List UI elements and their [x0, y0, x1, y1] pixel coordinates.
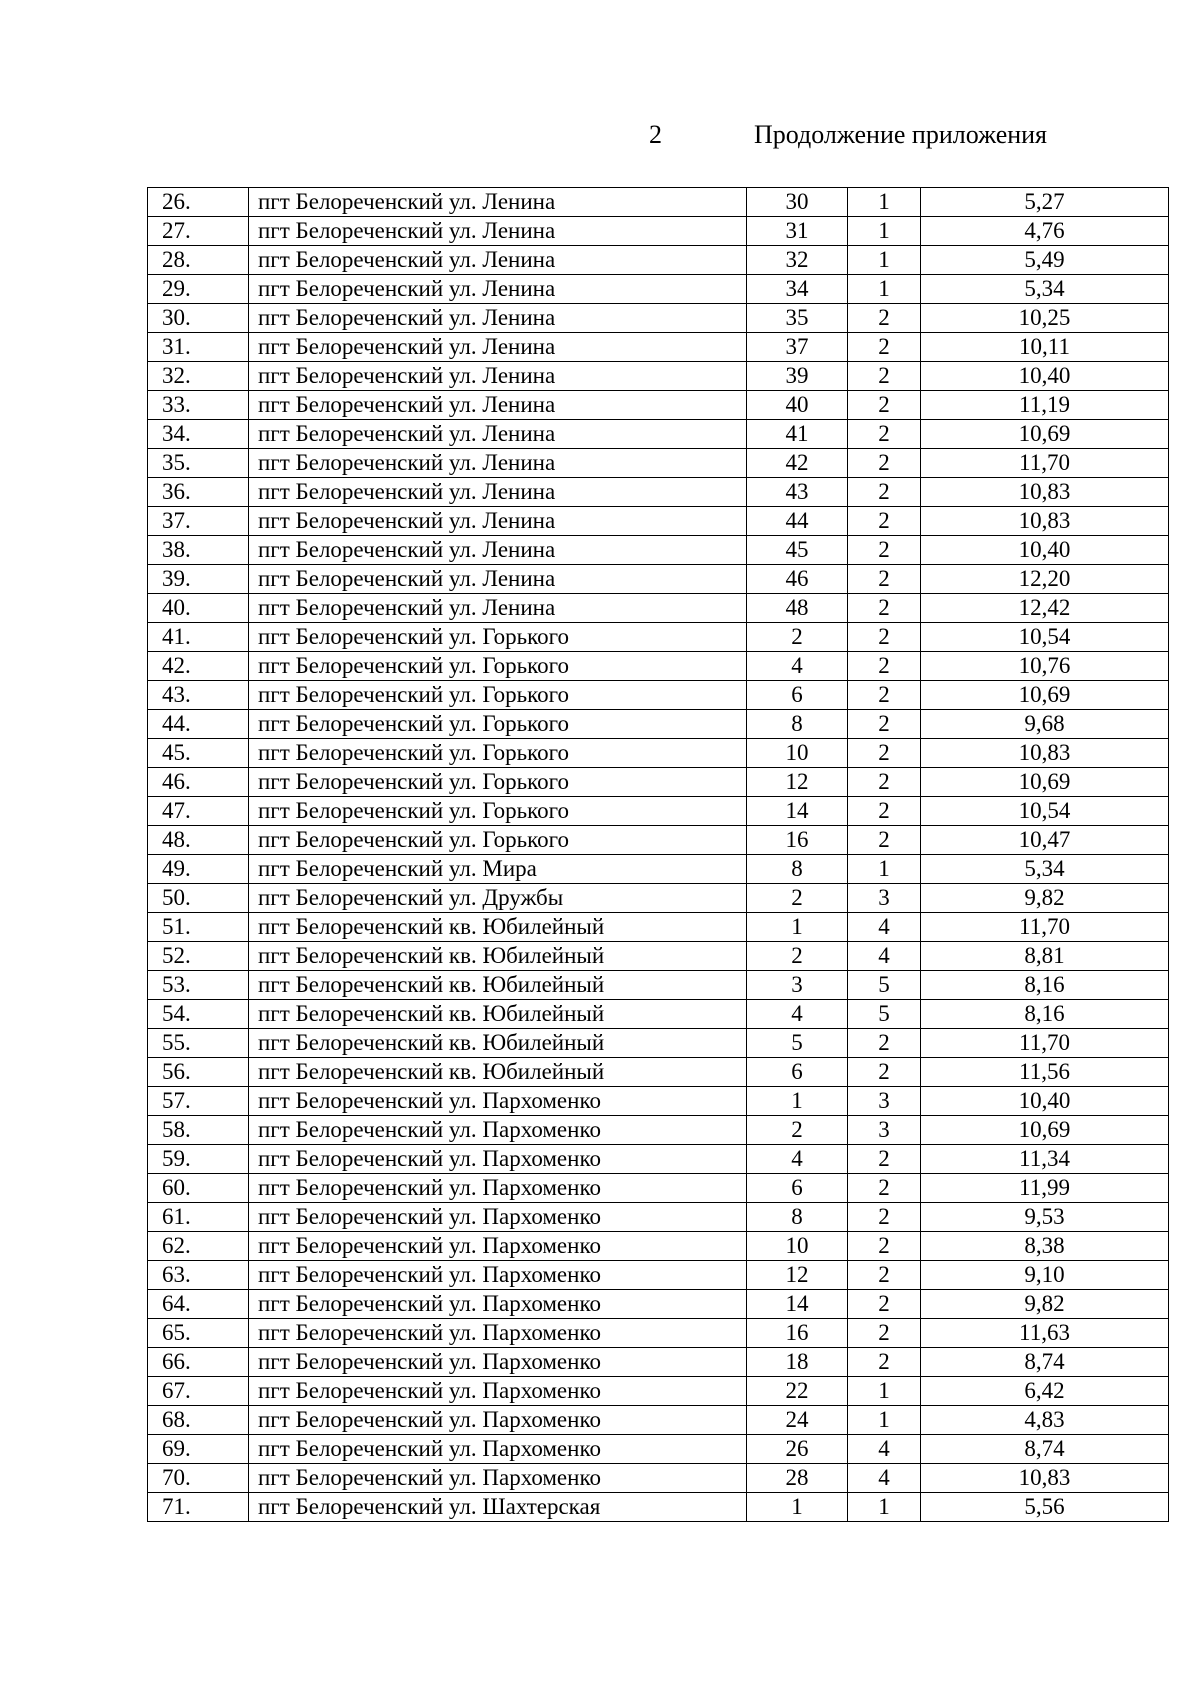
row-number-cell: 62.: [148, 1232, 249, 1261]
row-number-cell: 57.: [148, 1087, 249, 1116]
house-number-cell: 30: [747, 188, 848, 217]
row-number-cell: 55.: [148, 1029, 249, 1058]
quantity-cell: 2: [848, 333, 921, 362]
table-row: [148, 536, 1169, 565]
row-number-cell: 63.: [148, 1261, 249, 1290]
house-number-cell: 48: [747, 594, 848, 623]
table-row: [148, 275, 1169, 304]
address-cell: пгт Белореченский кв. Юбилейный: [249, 1058, 747, 1087]
value-cell: 11,70: [921, 449, 1169, 478]
value-cell: 9,82: [921, 1290, 1169, 1319]
row-number-cell: 48.: [148, 826, 249, 855]
table-row: [148, 1377, 1169, 1406]
quantity-cell: 2: [848, 1261, 921, 1290]
table-row: [148, 304, 1169, 333]
house-number-cell: 6: [747, 1058, 848, 1087]
quantity-cell: 2: [848, 1145, 921, 1174]
address-cell: пгт Белореченский ул. Пархоменко: [249, 1203, 747, 1232]
value-cell: 11,19: [921, 391, 1169, 420]
address-cell: пгт Белореченский ул. Горького: [249, 710, 747, 739]
house-number-cell: 22: [747, 1377, 848, 1406]
address-cell: пгт Белореченский ул. Ленина: [249, 391, 747, 420]
quantity-cell: 2: [848, 565, 921, 594]
table-row: [148, 1290, 1169, 1319]
address-cell: пгт Белореченский ул. Ленина: [249, 594, 747, 623]
table-row: [148, 1087, 1169, 1116]
continuation-note: Продолжение приложения: [754, 120, 1048, 149]
table-row: [148, 1464, 1169, 1493]
table-row: [148, 884, 1169, 913]
address-cell: пгт Белореченский ул. Пархоменко: [249, 1087, 747, 1116]
value-cell: 6,42: [921, 1377, 1169, 1406]
row-number-cell: 61.: [148, 1203, 249, 1232]
quantity-cell: 2: [848, 594, 921, 623]
house-number-cell: 4: [747, 1145, 848, 1174]
quantity-cell: 2: [848, 652, 921, 681]
address-cell: пгт Белореченский ул. Пархоменко: [249, 1464, 747, 1493]
house-number-cell: 5: [747, 1029, 848, 1058]
table-row: [148, 362, 1169, 391]
quantity-cell: 4: [848, 1464, 921, 1493]
address-cell: пгт Белореченский ул. Горького: [249, 739, 747, 768]
value-cell: 8,74: [921, 1435, 1169, 1464]
value-cell: 11,99: [921, 1174, 1169, 1203]
quantity-cell: 1: [848, 188, 921, 217]
row-number-cell: 56.: [148, 1058, 249, 1087]
house-number-cell: 1: [747, 1493, 848, 1522]
row-number-cell: 29.: [148, 275, 249, 304]
quantity-cell: 2: [848, 449, 921, 478]
value-cell: 10,69: [921, 681, 1169, 710]
value-cell: 8,74: [921, 1348, 1169, 1377]
table-row: [148, 565, 1169, 594]
value-cell: 10,11: [921, 333, 1169, 362]
house-number-cell: 1: [747, 913, 848, 942]
row-number-cell: 43.: [148, 681, 249, 710]
row-number-cell: 28.: [148, 246, 249, 275]
table-row: [148, 1000, 1169, 1029]
table-row: [148, 1232, 1169, 1261]
house-number-cell: 42: [747, 449, 848, 478]
row-number-cell: 50.: [148, 884, 249, 913]
value-cell: 9,82: [921, 884, 1169, 913]
row-number-cell: 42.: [148, 652, 249, 681]
house-number-cell: 14: [747, 797, 848, 826]
address-cell: пгт Белореченский ул. Пархоменко: [249, 1290, 747, 1319]
value-cell: 11,34: [921, 1145, 1169, 1174]
row-number-cell: 64.: [148, 1290, 249, 1319]
row-number-cell: 67.: [148, 1377, 249, 1406]
address-cell: пгт Белореченский ул. Пархоменко: [249, 1377, 747, 1406]
row-number-cell: 41.: [148, 623, 249, 652]
house-number-cell: 4: [747, 652, 848, 681]
table-row: [148, 391, 1169, 420]
quantity-cell: 2: [848, 1348, 921, 1377]
quantity-cell: 1: [848, 1377, 921, 1406]
table-row: [148, 1058, 1169, 1087]
row-number-cell: 58.: [148, 1116, 249, 1145]
house-number-cell: 16: [747, 826, 848, 855]
table-row: [148, 420, 1169, 449]
quantity-cell: 2: [848, 1029, 921, 1058]
quantity-cell: 2: [848, 420, 921, 449]
value-cell: 4,83: [921, 1406, 1169, 1435]
value-cell: 8,38: [921, 1232, 1169, 1261]
row-number-cell: 51.: [148, 913, 249, 942]
row-number-cell: 31.: [148, 333, 249, 362]
house-number-cell: 18: [747, 1348, 848, 1377]
value-cell: 10,54: [921, 623, 1169, 652]
quantity-cell: 1: [848, 275, 921, 304]
row-number-cell: 66.: [148, 1348, 249, 1377]
house-number-cell: 10: [747, 1232, 848, 1261]
row-number-cell: 60.: [148, 1174, 249, 1203]
value-cell: 8,16: [921, 1000, 1169, 1029]
table-row: [148, 1406, 1169, 1435]
value-cell: 10,83: [921, 1464, 1169, 1493]
address-cell: пгт Белореченский ул. Ленина: [249, 536, 747, 565]
house-number-cell: 32: [747, 246, 848, 275]
house-number-cell: 24: [747, 1406, 848, 1435]
value-cell: 10,69: [921, 768, 1169, 797]
house-number-cell: 10: [747, 739, 848, 768]
value-cell: 10,83: [921, 478, 1169, 507]
row-number-cell: 52.: [148, 942, 249, 971]
table-row: [148, 739, 1169, 768]
house-number-cell: 37: [747, 333, 848, 362]
house-number-cell: 43: [747, 478, 848, 507]
quantity-cell: 2: [848, 478, 921, 507]
address-cell: пгт Белореченский ул. Горького: [249, 768, 747, 797]
row-number-cell: 32.: [148, 362, 249, 391]
table-row: [148, 1116, 1169, 1145]
house-number-cell: 1: [747, 1087, 848, 1116]
table-row: [148, 855, 1169, 884]
value-cell: 10,69: [921, 1116, 1169, 1145]
house-number-cell: 14: [747, 1290, 848, 1319]
house-number-cell: 8: [747, 855, 848, 884]
house-number-cell: 12: [747, 1261, 848, 1290]
quantity-cell: 2: [848, 507, 921, 536]
house-number-cell: 35: [747, 304, 848, 333]
quantity-cell: 4: [848, 942, 921, 971]
page-number: 2: [649, 120, 662, 149]
address-cell: пгт Белореченский ул. Пархоменко: [249, 1261, 747, 1290]
table-row: [148, 652, 1169, 681]
house-number-cell: 31: [747, 217, 848, 246]
value-cell: 11,70: [921, 913, 1169, 942]
quantity-cell: 2: [848, 1058, 921, 1087]
address-cell: пгт Белореченский кв. Юбилейный: [249, 1029, 747, 1058]
value-cell: 5,56: [921, 1493, 1169, 1522]
address-cell: пгт Белореченский ул. Пархоменко: [249, 1406, 747, 1435]
house-number-cell: 8: [747, 1203, 848, 1232]
house-number-cell: 40: [747, 391, 848, 420]
table-row: [148, 710, 1169, 739]
table-row: [148, 826, 1169, 855]
table-body: [148, 188, 1169, 1522]
row-number-cell: 47.: [148, 797, 249, 826]
house-number-cell: 3: [747, 971, 848, 1000]
quantity-cell: 2: [848, 1232, 921, 1261]
value-cell: 10,40: [921, 362, 1169, 391]
table-row: [148, 1029, 1169, 1058]
house-number-cell: 16: [747, 1319, 848, 1348]
table-row: [148, 217, 1169, 246]
value-cell: 11,70: [921, 1029, 1169, 1058]
table-row: [148, 681, 1169, 710]
quantity-cell: 1: [848, 1406, 921, 1435]
row-number-cell: 54.: [148, 1000, 249, 1029]
value-cell: 9,68: [921, 710, 1169, 739]
table-row: [148, 1435, 1169, 1464]
row-number-cell: 45.: [148, 739, 249, 768]
value-cell: 10,76: [921, 652, 1169, 681]
address-cell: пгт Белореченский ул. Горького: [249, 623, 747, 652]
house-number-cell: 2: [747, 623, 848, 652]
quantity-cell: 3: [848, 1116, 921, 1145]
value-cell: 11,56: [921, 1058, 1169, 1087]
row-number-cell: 38.: [148, 536, 249, 565]
address-cell: пгт Белореченский ул. Пархоменко: [249, 1232, 747, 1261]
value-cell: 12,20: [921, 565, 1169, 594]
quantity-cell: 2: [848, 362, 921, 391]
value-cell: 10,83: [921, 507, 1169, 536]
value-cell: 10,40: [921, 536, 1169, 565]
address-cell: пгт Белореченский ул. Горького: [249, 652, 747, 681]
table-row: [148, 1493, 1169, 1522]
value-cell: 12,42: [921, 594, 1169, 623]
address-cell: пгт Белореченский ул. Дружбы: [249, 884, 747, 913]
row-number-cell: 40.: [148, 594, 249, 623]
house-number-cell: 45: [747, 536, 848, 565]
row-number-cell: 68.: [148, 1406, 249, 1435]
table-row: [148, 797, 1169, 826]
house-number-cell: 34: [747, 275, 848, 304]
address-cell: пгт Белореченский ул. Ленина: [249, 275, 747, 304]
table-row: [148, 478, 1169, 507]
table-row: [148, 1145, 1169, 1174]
house-number-cell: 46: [747, 565, 848, 594]
quantity-cell: 1: [848, 246, 921, 275]
house-number-cell: 8: [747, 710, 848, 739]
address-cell: пгт Белореченский ул. Ленина: [249, 565, 747, 594]
value-cell: 10,69: [921, 420, 1169, 449]
value-cell: 9,10: [921, 1261, 1169, 1290]
table-row: [148, 1319, 1169, 1348]
quantity-cell: 2: [848, 739, 921, 768]
quantity-cell: 2: [848, 797, 921, 826]
address-cell: пгт Белореченский кв. Юбилейный: [249, 942, 747, 971]
house-number-cell: 28: [747, 1464, 848, 1493]
table-row: [148, 1261, 1169, 1290]
quantity-cell: 2: [848, 391, 921, 420]
table-row: [148, 449, 1169, 478]
quantity-cell: 2: [848, 1290, 921, 1319]
row-number-cell: 49.: [148, 855, 249, 884]
quantity-cell: 2: [848, 1174, 921, 1203]
address-cell: пгт Белореченский ул. Горького: [249, 826, 747, 855]
quantity-cell: 5: [848, 1000, 921, 1029]
house-number-cell: 26: [747, 1435, 848, 1464]
value-cell: 5,34: [921, 855, 1169, 884]
house-number-cell: 39: [747, 362, 848, 391]
address-cell: пгт Белореченский ул. Ленина: [249, 449, 747, 478]
value-cell: 8,16: [921, 971, 1169, 1000]
table-row: [148, 623, 1169, 652]
table-row: [148, 333, 1169, 362]
address-cell: пгт Белореченский ул. Пархоменко: [249, 1145, 747, 1174]
address-table: [147, 187, 1169, 1522]
value-cell: 10,40: [921, 1087, 1169, 1116]
quantity-cell: 2: [848, 1203, 921, 1232]
row-number-cell: 34.: [148, 420, 249, 449]
quantity-cell: 2: [848, 304, 921, 333]
address-cell: пгт Белореченский ул. Пархоменко: [249, 1116, 747, 1145]
address-cell: пгт Белореченский ул. Ленина: [249, 304, 747, 333]
row-number-cell: 46.: [148, 768, 249, 797]
address-cell: пгт Белореченский ул. Пархоменко: [249, 1319, 747, 1348]
address-cell: пгт Белореченский ул. Горького: [249, 797, 747, 826]
address-cell: пгт Белореченский кв. Юбилейный: [249, 1000, 747, 1029]
row-number-cell: 36.: [148, 478, 249, 507]
value-cell: 8,81: [921, 942, 1169, 971]
address-cell: пгт Белореченский ул. Ленина: [249, 246, 747, 275]
quantity-cell: 4: [848, 1435, 921, 1464]
house-number-cell: 4: [747, 1000, 848, 1029]
value-cell: 10,25: [921, 304, 1169, 333]
quantity-cell: 2: [848, 1319, 921, 1348]
quantity-cell: 1: [848, 217, 921, 246]
row-number-cell: 30.: [148, 304, 249, 333]
table-row: [148, 768, 1169, 797]
value-cell: 11,63: [921, 1319, 1169, 1348]
row-number-cell: 69.: [148, 1435, 249, 1464]
quantity-cell: 2: [848, 623, 921, 652]
row-number-cell: 53.: [148, 971, 249, 1000]
value-cell: 4,76: [921, 217, 1169, 246]
quantity-cell: 3: [848, 884, 921, 913]
row-number-cell: 39.: [148, 565, 249, 594]
address-cell: пгт Белореченский ул. Горького: [249, 681, 747, 710]
quantity-cell: 2: [848, 768, 921, 797]
house-number-cell: 6: [747, 1174, 848, 1203]
house-number-cell: 2: [747, 884, 848, 913]
quantity-cell: 2: [848, 536, 921, 565]
quantity-cell: 2: [848, 710, 921, 739]
quantity-cell: 4: [848, 913, 921, 942]
address-cell: пгт Белореченский ул. Ленина: [249, 420, 747, 449]
quantity-cell: 1: [848, 855, 921, 884]
quantity-cell: 2: [848, 826, 921, 855]
row-number-cell: 33.: [148, 391, 249, 420]
value-cell: 5,49: [921, 246, 1169, 275]
address-cell: пгт Белореченский ул. Шахтерская: [249, 1493, 747, 1522]
table-row: [148, 594, 1169, 623]
house-number-cell: 2: [747, 1116, 848, 1145]
quantity-cell: 2: [848, 681, 921, 710]
table-row: [148, 507, 1169, 536]
value-cell: 10,54: [921, 797, 1169, 826]
row-number-cell: 27.: [148, 217, 249, 246]
row-number-cell: 26.: [148, 188, 249, 217]
address-cell: пгт Белореченский кв. Юбилейный: [249, 913, 747, 942]
value-cell: 5,34: [921, 275, 1169, 304]
table-row: [148, 1348, 1169, 1377]
address-cell: пгт Белореченский ул. Ленина: [249, 217, 747, 246]
address-cell: пгт Белореченский ул. Ленина: [249, 507, 747, 536]
value-cell: 5,27: [921, 188, 1169, 217]
row-number-cell: 70.: [148, 1464, 249, 1493]
table-row: [148, 1203, 1169, 1232]
row-number-cell: 37.: [148, 507, 249, 536]
quantity-cell: 5: [848, 971, 921, 1000]
address-cell: пгт Белореченский кв. Юбилейный: [249, 971, 747, 1000]
address-cell: пгт Белореченский ул. Ленина: [249, 478, 747, 507]
address-cell: пгт Белореченский ул. Ленина: [249, 362, 747, 391]
value-cell: 10,47: [921, 826, 1169, 855]
address-cell: пгт Белореченский ул. Мира: [249, 855, 747, 884]
quantity-cell: 3: [848, 1087, 921, 1116]
address-cell: пгт Белореченский ул. Пархоменко: [249, 1348, 747, 1377]
house-number-cell: 2: [747, 942, 848, 971]
table-row: [148, 1174, 1169, 1203]
table-row: [148, 942, 1169, 971]
table-row: [148, 971, 1169, 1000]
house-number-cell: 12: [747, 768, 848, 797]
quantity-cell: 1: [848, 1493, 921, 1522]
house-number-cell: 6: [747, 681, 848, 710]
address-cell: пгт Белореченский ул. Пархоменко: [249, 1435, 747, 1464]
row-number-cell: 44.: [148, 710, 249, 739]
row-number-cell: 59.: [148, 1145, 249, 1174]
table-row: [148, 188, 1169, 217]
value-cell: 10,83: [921, 739, 1169, 768]
house-number-cell: 44: [747, 507, 848, 536]
address-cell: пгт Белореченский ул. Ленина: [249, 333, 747, 362]
address-cell: пгт Белореченский ул. Ленина: [249, 188, 747, 217]
row-number-cell: 35.: [148, 449, 249, 478]
row-number-cell: 65.: [148, 1319, 249, 1348]
table-row: [148, 913, 1169, 942]
row-number-cell: 71.: [148, 1493, 249, 1522]
address-cell: пгт Белореченский ул. Пархоменко: [249, 1174, 747, 1203]
value-cell: 9,53: [921, 1203, 1169, 1232]
table-row: [148, 246, 1169, 275]
house-number-cell: 41: [747, 420, 848, 449]
